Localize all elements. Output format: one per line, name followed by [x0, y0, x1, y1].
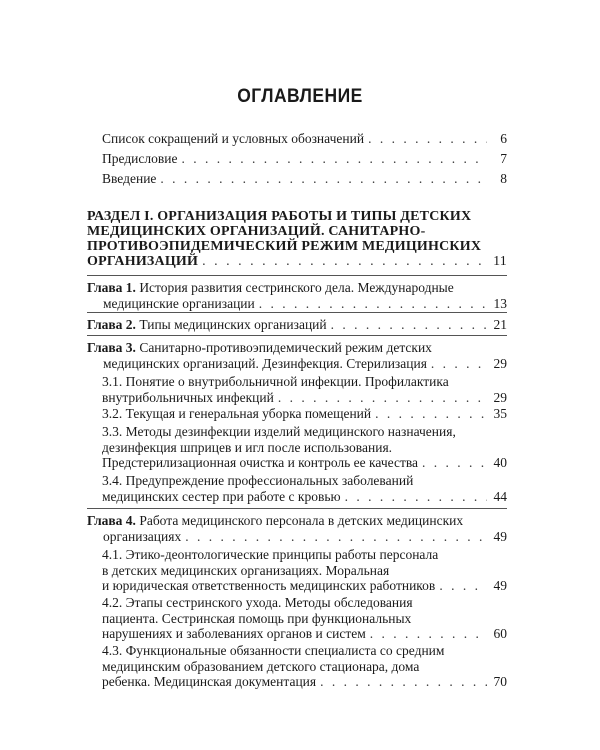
- leader-dots: [370, 626, 487, 642]
- chapter-label: Глава 1.: [87, 280, 136, 295]
- leader-dots: [185, 529, 487, 545]
- toc-entry-text: Санитарно-противоэпидемический режим детских: [139, 340, 432, 355]
- divider: [87, 275, 507, 276]
- toc-entry-text: медицинские организации: [103, 295, 255, 311]
- toc-entry-text: пациента. Сестринская помощь при функциональных: [102, 610, 412, 626]
- section-line: ПРОТИВОЭПИДЕМИЧЕСКИЙ РЕЖИМ МЕДИЦИНСКИХ: [87, 239, 482, 254]
- toc-subsection-4-3[interactable]: [102, 643, 507, 690]
- toc-entry-text: нарушениях и заболеваниях органов и систем: [102, 626, 366, 641]
- toc-entry-preface[interactable]: [102, 151, 507, 167]
- toc-entry-text: Предисловие: [102, 151, 178, 166]
- section-line: РАЗДЕЛ I. ОРГАНИЗАЦИЯ РАБОТЫ И ТИПЫ ДЕТСКИХ: [87, 209, 472, 224]
- leader-dots: [259, 296, 487, 312]
- toc-entry-text: 4.1. Этико-деонтологические принципы работы персонала: [102, 547, 439, 562]
- toc-entry-text: 3.3. Методы дезинфекции изделий медицинского назначения,: [102, 424, 456, 439]
- page-number: 13: [493, 295, 507, 311]
- page-number: 70: [493, 674, 507, 689]
- toc-entry-introduction[interactable]: [102, 171, 507, 187]
- toc-entry-text: История развития сестринского дела. Международные: [139, 280, 454, 295]
- page-number: 6: [500, 131, 507, 146]
- toc-entry-text: Список сокращений и условных обозначений: [102, 131, 365, 146]
- toc-entry-text: ребенка. Медицинская документация: [102, 674, 317, 689]
- toc-entry-text: 3.1. Понятие о внутрибольничной инфекции. Профилактика: [102, 374, 449, 389]
- leader-dots: [202, 254, 487, 269]
- toc-entry-text: и юридическая ответственность медицинских работников: [102, 578, 436, 593]
- page-number: 40: [493, 455, 507, 470]
- toc-chapter-2[interactable]: [87, 317, 507, 333]
- page-number: 11: [493, 254, 507, 269]
- toc-entry-text: 4.2. Этапы сестринского ухода. Методы обследования: [102, 595, 413, 610]
- toc-entry-text: Предстерилизационная очистка и контроль ее качества: [102, 455, 419, 470]
- divider: [87, 335, 507, 336]
- leader-dots: [422, 455, 487, 471]
- toc-subsection-3-3[interactable]: [102, 424, 507, 471]
- page-number: 8: [500, 171, 507, 186]
- toc-subsection-3-1[interactable]: [102, 374, 507, 405]
- page-number: 49: [493, 578, 507, 593]
- chapter-label: Глава 3.: [87, 340, 136, 355]
- toc-entry-text: дезинфекция шприцев и игл после использования.: [102, 439, 393, 455]
- leader-dots: [160, 171, 487, 187]
- leader-dots: [181, 151, 487, 167]
- toc-entry-text: организациях: [103, 528, 182, 544]
- chapter-label: Глава 2.: [87, 317, 136, 332]
- page-title: ОГЛАВЛЕНИЕ: [237, 86, 363, 107]
- page-number: 7: [500, 151, 507, 166]
- page-number: 49: [493, 528, 507, 544]
- section-line: ОРГАНИЗАЦИЙ: [87, 254, 199, 269]
- toc-entry-text: Работа медицинского персонала в детских медицинских: [139, 513, 464, 528]
- leader-dots: [431, 356, 487, 372]
- leader-dots: [320, 674, 487, 690]
- chapter-label: Глава 4.: [87, 513, 136, 528]
- toc-section-1[interactable]: [87, 209, 507, 269]
- leader-dots: [439, 578, 487, 594]
- leader-dots: [368, 131, 487, 147]
- toc-chapter-3[interactable]: [87, 340, 507, 371]
- leader-dots: [345, 489, 487, 505]
- page-number: 29: [493, 389, 507, 405]
- toc-entry-text: медицинским образованием детского стационара, дома: [102, 658, 420, 674]
- page-number: 44: [493, 488, 507, 504]
- leader-dots: [375, 406, 487, 422]
- page-number: 29: [493, 355, 507, 371]
- toc-entry-text: медицинских организаций. Дезинфекция. Стерилизация: [103, 355, 427, 371]
- toc-entry-text: Типы медицинских организаций: [139, 317, 327, 332]
- toc-subsection-3-4[interactable]: [102, 473, 507, 504]
- divider: [87, 508, 507, 509]
- page-number: 21: [493, 317, 507, 332]
- page-number: 60: [493, 626, 507, 641]
- toc-subsection-4-2[interactable]: [102, 595, 507, 642]
- leader-dots: [331, 317, 487, 333]
- section-line: МЕДИЦИНСКИХ ОРГАНИЗАЦИЙ. САНИТАРНО-: [87, 224, 426, 239]
- toc-chapter-4[interactable]: [87, 513, 507, 544]
- toc-entry-abbreviations[interactable]: [102, 131, 507, 147]
- toc-entry-text: внутрибольничных инфекций: [102, 389, 274, 405]
- divider: [87, 312, 507, 313]
- toc-subsection-3-2[interactable]: [102, 406, 507, 422]
- toc-chapter-1[interactable]: [87, 280, 507, 311]
- leader-dots: [278, 390, 487, 406]
- toc-entry-text: Введение: [102, 171, 157, 186]
- toc-subsection-4-1[interactable]: [102, 547, 507, 594]
- toc-entry-text: в детских медицинских организациях. Моральная: [102, 562, 390, 578]
- toc-entry-text: 3.4. Предупреждение профессиональных заболеваний: [102, 473, 414, 488]
- toc-entry-text: медицинских сестер при работе с кровью: [102, 488, 341, 504]
- page-number: 35: [493, 406, 507, 421]
- toc-entry-text: 3.2. Текущая и генеральная уборка помещений: [102, 406, 372, 421]
- toc-entry-text: 4.3. Функциональные обязанности специалиста со средним: [102, 643, 445, 658]
